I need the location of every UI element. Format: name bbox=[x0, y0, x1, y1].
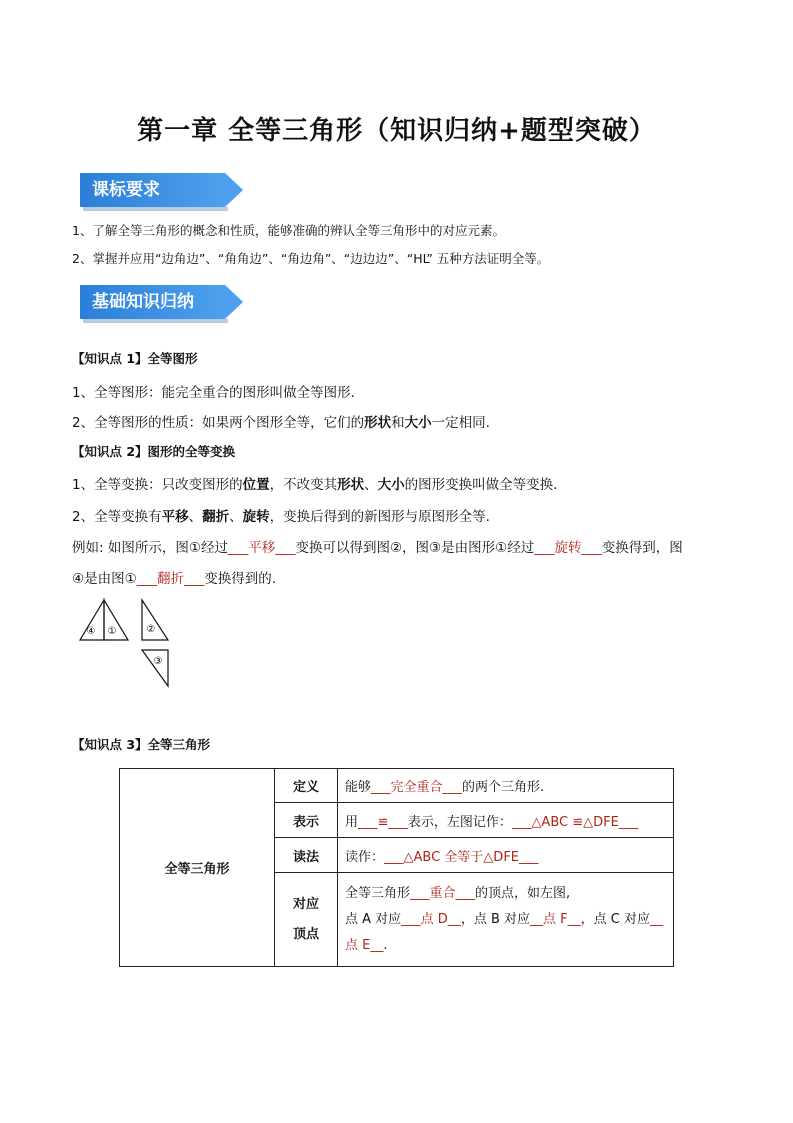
answer-blank: ___△ABC ≌△DFE___ bbox=[511, 814, 639, 830]
figure-label: ③ bbox=[153, 656, 163, 667]
text: 读作： bbox=[345, 849, 385, 865]
text: 全等三角形 bbox=[345, 885, 411, 901]
kp1-heading: 【知识点 1】全等图形 bbox=[72, 351, 198, 366]
section-title: 基础知识归纳 bbox=[92, 292, 194, 312]
emphasis: 大小 bbox=[404, 415, 432, 431]
text: 一定相同. bbox=[431, 415, 490, 431]
answer-blank: ___平移___ bbox=[227, 540, 296, 556]
figure-label: ② bbox=[146, 624, 156, 635]
text: ，不改变其 bbox=[269, 477, 338, 493]
emphasis: 形状 bbox=[364, 415, 392, 431]
text: 例如: 如图所示，图①经过 bbox=[72, 540, 228, 556]
text: 变换可以得到图②，图③是由图形①经过 bbox=[295, 540, 535, 556]
text: 变换得到的. bbox=[204, 571, 277, 587]
text: 、 bbox=[364, 477, 378, 493]
section-banner-basics bbox=[80, 285, 225, 319]
notation-cell bbox=[338, 803, 674, 838]
text: ，点 B 对应 bbox=[460, 911, 531, 927]
text: 2、全等图形的性质：如果两个图形全等，它们的 bbox=[72, 415, 365, 431]
reading-cell bbox=[338, 838, 674, 873]
emphasis: 翻折 bbox=[202, 509, 230, 525]
text: 点 A 对应 bbox=[345, 911, 402, 927]
label-line: 对应 bbox=[292, 896, 319, 912]
row-label-notation: 表示 bbox=[275, 803, 338, 838]
corr-line-1 bbox=[345, 881, 673, 907]
row-label-reading: 读法 bbox=[275, 838, 338, 873]
answer-blank: 点 E__ bbox=[345, 937, 384, 953]
section-title: 课标要求 bbox=[92, 180, 160, 200]
text: 的顶点，如左图, bbox=[475, 885, 571, 901]
triangle-transform-figure bbox=[76, 598, 176, 690]
requirement-2: 2、掌握并应用“边角边”、“角角边”、“角边角”、“边边边”、“HL” 五种方法证明全等。 bbox=[72, 251, 550, 266]
text: 能够 bbox=[345, 780, 372, 795]
text: 变换得到，图 bbox=[601, 540, 683, 556]
corr-line-2 bbox=[345, 907, 673, 933]
text: 表示，左图记作： bbox=[407, 814, 512, 830]
text: ④是由图① bbox=[72, 571, 137, 587]
emphasis: 位置 bbox=[242, 477, 270, 493]
kp2-example-line-2 bbox=[72, 567, 276, 587]
text: ，变换后得到的新图形与原图形全等. bbox=[269, 509, 490, 525]
answer-blank: ___≌___ bbox=[358, 814, 408, 830]
answer-blank: ___完全重合___ bbox=[371, 780, 463, 795]
text: 的两个三角形. bbox=[462, 780, 545, 795]
emphasis: 形状 bbox=[337, 477, 365, 493]
emphasis: 平移 bbox=[161, 509, 189, 525]
text: 2、全等变换有 bbox=[72, 509, 162, 525]
text: . bbox=[383, 937, 388, 953]
kp2-line-1 bbox=[72, 473, 557, 493]
page-title: 第一章 全等三角形（知识归纳+题型突破） bbox=[137, 116, 656, 146]
text: ，点 C 对应 bbox=[580, 911, 650, 927]
emphasis: 旋转 bbox=[242, 509, 270, 525]
row-label-definition: 定义 bbox=[275, 769, 338, 803]
text: 的图形变换叫做全等变换. bbox=[404, 477, 558, 493]
kp1-line-1: 1、全等图形：能完全重合的图形叫做全等图形. bbox=[72, 385, 355, 401]
table-main-cell: 全等三角形 bbox=[120, 769, 275, 967]
correspondence-cell bbox=[338, 873, 674, 967]
kp3-heading: 【知识点 3】全等三角形 bbox=[72, 737, 211, 752]
answer-blank: ___点 D__ bbox=[401, 911, 461, 927]
answer-blank: ___翻折___ bbox=[136, 571, 205, 587]
section-banner-requirements bbox=[80, 173, 225, 207]
text: 用 bbox=[345, 814, 359, 830]
banner-shadow bbox=[83, 207, 228, 211]
answer-blank: ___重合___ bbox=[410, 885, 476, 901]
kp2-example-line-1 bbox=[72, 536, 683, 556]
text: 、 bbox=[188, 509, 203, 525]
figure-label: ④ bbox=[86, 626, 96, 637]
kp2-heading: 【知识点 2】图形的全等变换 bbox=[72, 444, 236, 459]
text: 和 bbox=[391, 415, 405, 431]
emphasis: 大小 bbox=[377, 477, 405, 493]
congruent-triangle-table bbox=[119, 768, 674, 967]
kp2-line-2 bbox=[72, 505, 490, 525]
answer-blank: ___旋转___ bbox=[534, 540, 602, 556]
banner-shadow bbox=[83, 319, 228, 323]
row-label-correspondence bbox=[275, 873, 338, 967]
corr-line-3 bbox=[345, 933, 673, 959]
text: 1、全等变换：只改变图形的 bbox=[72, 477, 243, 493]
answer-blank: ___△ABC 全等于△DFE___ bbox=[384, 849, 539, 865]
table-row bbox=[120, 769, 674, 803]
answer-blank: __ bbox=[649, 911, 663, 927]
text: 、 bbox=[229, 509, 243, 525]
kp1-line-2 bbox=[72, 411, 490, 431]
figure-label: ① bbox=[107, 626, 117, 637]
definition-cell bbox=[338, 769, 674, 803]
requirement-1: 1、了解全等三角形的概念和性质，能够准确的辨认全等三角形中的对应元素。 bbox=[72, 223, 505, 238]
label-line: 顶点 bbox=[292, 926, 319, 942]
answer-blank: __点 F__ bbox=[530, 911, 581, 927]
